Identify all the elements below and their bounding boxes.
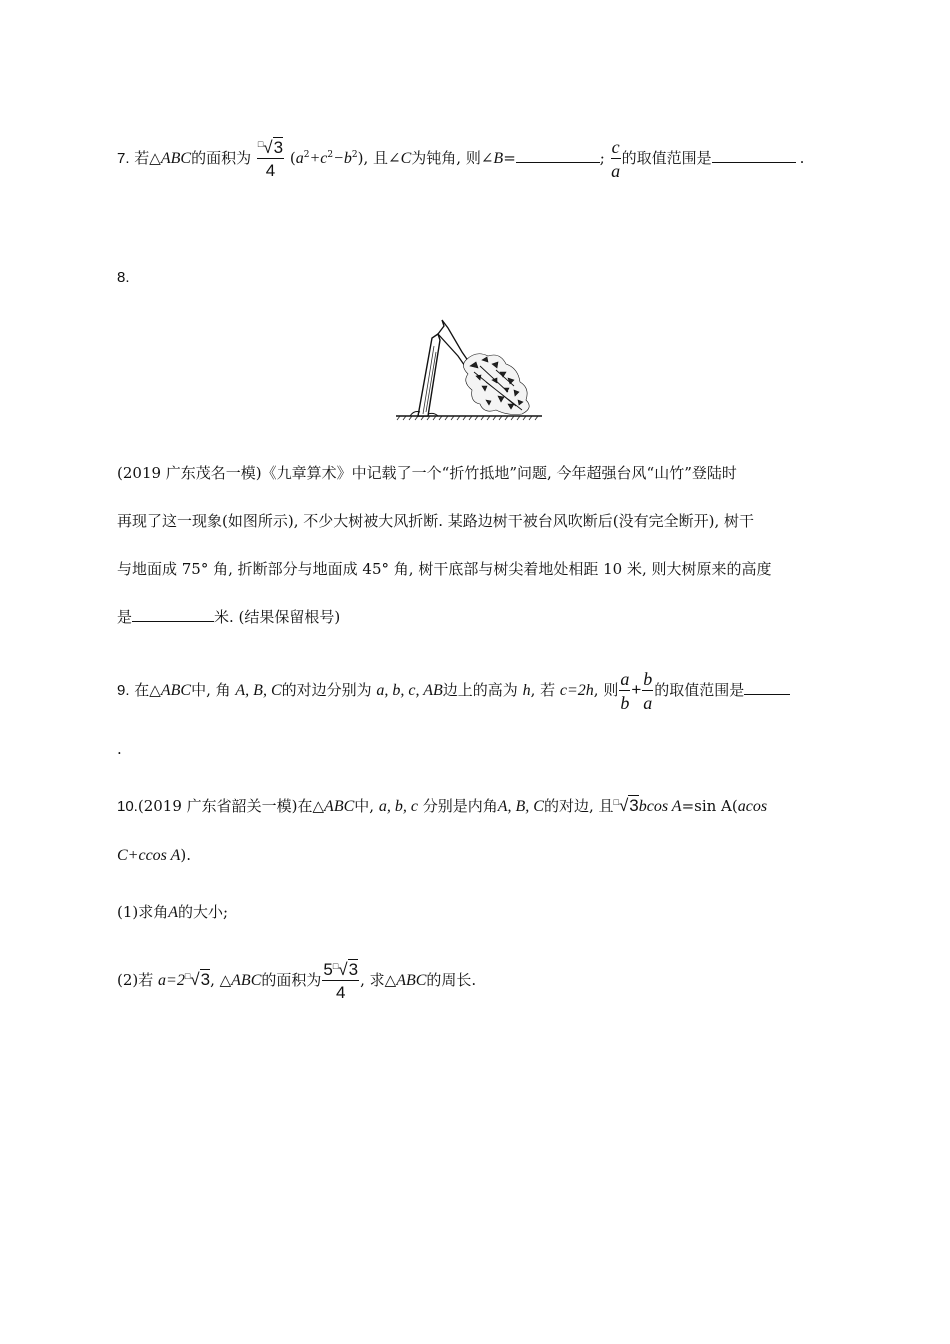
text: 的周长. [426,971,477,989]
question-10-line-2 [117,848,191,864]
question-9 [117,670,790,712]
denominator: a [611,161,621,181]
radicand: 3 [629,796,639,815]
expression: bcos A [638,798,682,815]
question-number: 9. [117,682,130,699]
expression: a=2 [158,972,185,989]
coefficient: 5 [323,960,333,979]
tree-foliage [463,354,529,415]
paren: ) [357,149,364,167]
text: 分别是内角 [422,797,498,815]
radicand: 3 [273,138,284,157]
denominator: a [643,693,653,713]
denominator: 4 [265,161,276,180]
denominator: 4 [336,983,346,1002]
exponent: 2 [351,150,358,160]
numerator: a [620,669,630,689]
plus-sign: + [631,680,642,699]
question-number: 7. [117,150,130,167]
text: 若△ [134,149,161,167]
text: 的对边分别为 [281,681,372,699]
text: 边上的高为 [442,681,518,699]
text: (2)若 [117,971,154,989]
question-7 [117,138,804,180]
answer-blank[interactable] [712,161,796,163]
numerator: b [643,669,653,689]
paren: ( [289,149,296,167]
question-8-line-1: (2019 广东茂名一模)《九章算术》中记载了一个“折竹抵地”问题, 今年超强台风“山竹”登陆时 [117,464,737,482]
question-8-number: 8. [117,269,130,286]
fraction-5sqrt3-over-4: $\frac{5^□√3}{4}$ [323,960,359,1002]
fraction-sqrt3-over-4: $\frac{^□√3}{4}$ [257,138,284,180]
equals: = [503,149,516,167]
text: 的面积为 [261,971,322,989]
text: 米. (结果保留根号) [214,608,341,626]
var-b: −b [333,150,352,167]
question-8-line-4 [117,610,340,625]
text: 的取值范围是 [654,681,745,699]
radicand: 3 [200,970,211,989]
question-8-line-2: 再现了这一现象(如图所示), 不少大树被大风折断. 某路边树干被台风吹断后(没有完全断开), 树干 [117,512,755,530]
question-10-part-1 [117,905,228,921]
triangle-name: ABC [160,682,192,699]
radicand: 3 [348,960,359,979]
fraction-a-over-b [619,670,630,712]
var-a: a [295,150,304,167]
expression: acos [737,798,768,815]
text: 的面积为 [191,149,252,167]
text: 中, 角 [191,681,231,699]
fraction-c-over-a [611,138,621,180]
text: , 则 [593,681,619,699]
question-9-period: . [117,740,122,758]
question-10-part-2: (2)若 a=2□√3, △ABC的面积为 $\frac{5^□√3}{4}$ , 求△ABC的周长. [117,960,477,1002]
angle-list: A, B, C [235,682,282,699]
text: 的对边, 且 [543,797,614,815]
denominator: b [620,693,630,713]
question-10-line-1: 10.(2019 广东省韶关一模)在△ABC中, a, b, c 分别是内角A, B, C的对边, 且□√3bcos A=sin A(acos [117,796,768,815]
answer-blank[interactable] [744,693,790,695]
triangle-name: ABC [396,972,427,989]
condition: c=2h [559,682,594,699]
triangle-name: ABC [160,150,192,167]
question-8-line-3: 与地面成 75° 角, 折断部分与地面成 45° 角, 树干底部与树尖着地处相距 10 米, 则大树原来的高度 [117,560,772,578]
var-C: C [400,150,412,167]
exponent: 2 [303,150,310,160]
var-c: +c [309,150,328,167]
side-list: a, b, c [378,798,418,815]
text: 的大小; [178,903,229,921]
exponent: 2 [327,150,334,160]
var-B: B [493,150,504,167]
text: 为钝角, 则∠ [411,149,494,167]
broken-tree-figure [396,316,542,424]
text: 的取值范围是 [621,149,712,167]
expression: C+ccos A [117,847,181,864]
text: ). [180,846,192,864]
side-list: a, b, c, AB [376,682,443,699]
text: (2019 广东省韶关一模)在△ [137,797,325,815]
angle-list: A, B, C [497,798,544,815]
expression: =sin A( [681,797,738,815]
question-number: 10. [117,798,138,815]
triangle-name: ABC [324,798,355,815]
text: 在△ [134,681,161,699]
text: , 且∠ [363,149,401,167]
text: (1)求角 [117,903,169,921]
text: 是 [117,608,133,626]
var-A: A [168,904,179,921]
var-h: h [522,682,531,699]
text: , 求△ [360,971,397,989]
text: , 若 [530,681,556,699]
text: 中, [354,797,375,815]
fraction-b-over-a [642,670,653,712]
triangle-name: ABC [231,972,262,989]
answer-blank[interactable] [132,620,214,622]
text: , △ [210,971,232,989]
semicolon: ; [599,149,605,167]
period: . [799,149,805,167]
numerator: c [611,137,620,157]
answer-blank[interactable] [516,161,600,163]
